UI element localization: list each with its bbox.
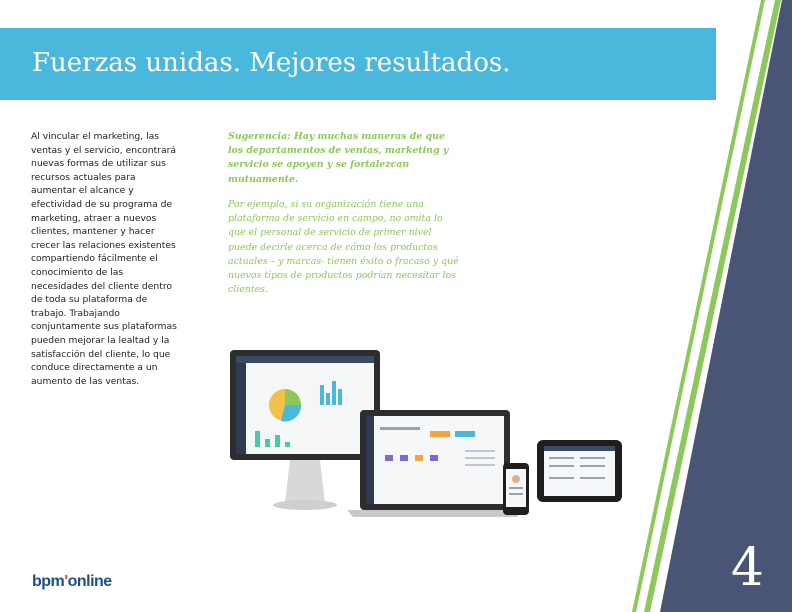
tablet bbox=[537, 440, 622, 502]
phone bbox=[503, 463, 529, 515]
suggestion-text: Sugerencia: Hay muchas maneras de que los departamentos de ventas, marketing y servicio se apoyen y se fortalezcan mutuamente. bbox=[228, 131, 449, 185]
desktop-monitor bbox=[230, 350, 380, 510]
logo-rest: online bbox=[67, 573, 112, 590]
left-column-text: Al vincular el marketing, las ventas y el servicio, encontrará nuevas formas de utilizar sus recursos actuales para aumentar el alcance y efectividad de su programa de marketing, atraer a nuevos clientes, mantener y hacer crecer las relaciones existentes compartiendo fácilmente el conocimiento de las necesidades del cliente dentro de toda su plataforma de trabajo. Trabajando conjuntamente sus plataformas pueden mejorar la lealtad y la satisfacción del cliente, lo que conduce directamente a un aumento de las ventas. bbox=[31, 131, 177, 387]
bpmonline-logo bbox=[32, 573, 112, 591]
logo-accent: ' bbox=[64, 573, 68, 590]
devices-illustration bbox=[225, 345, 625, 525]
page-title: Fuerzas unidas. Mejores resultados. bbox=[32, 48, 511, 78]
left-column bbox=[31, 130, 181, 388]
logo-main: bpm bbox=[32, 573, 65, 590]
example-block bbox=[228, 198, 463, 297]
page-number: 4 bbox=[730, 538, 764, 598]
suggestion-block bbox=[228, 130, 463, 187]
laptop bbox=[347, 410, 523, 517]
example-text: Por ejemplo, si su organización tiene una plataforma de servicio en campo, no omita lo que el personal de servicio de primer nivel puede decirle acerca de cómo los productos actuales – y marcas- tienen éxito o fracaso y qué nuevos tipos de productos podrían necesitar los clientes. bbox=[228, 199, 459, 296]
